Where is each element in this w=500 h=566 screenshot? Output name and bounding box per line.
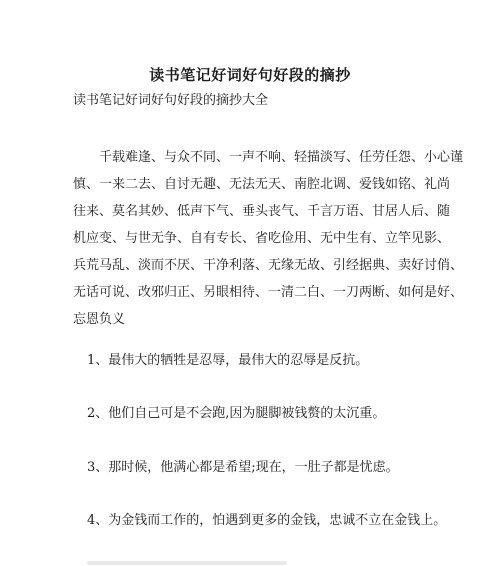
paragraph-line: 兵荒马乱、淡而不厌、干净利落、无缘无故、引经据典、卖好讨俏、 <box>73 258 464 273</box>
paragraph-line: 忘恩负义 <box>73 312 126 327</box>
document-title: 读书笔记好词好句好段的摘抄 <box>149 66 351 84</box>
sentence-item: 2、他们自己可是不会跑,因为腿脚被钱赘的太沉重。 <box>87 406 386 421</box>
paragraph-line: 机应变、与世无争、自有专长、省吃俭用、无中生有、立竿见影、 <box>73 231 451 246</box>
paragraph-line: 无话可说、改邪归正、另眼相待、一清二白、一刀两断、如何是好、 <box>73 285 464 300</box>
paragraph-line: 慎、一来二去、自讨无趣、无法无天、南腔北调、爱钱如铭、礼尚 <box>73 177 451 192</box>
cut-off-line-mark <box>87 561 287 565</box>
cut-off-line <box>87 556 287 566</box>
document-subtitle: 读书笔记好词好句好段的摘抄大全 <box>73 93 269 108</box>
vocabulary-paragraph <box>73 144 464 333</box>
paragraph-line: 千载难逢、与众不同、一声不响、轻描淡写、任劳任怨、小心谨 <box>99 150 464 165</box>
sentence-item: 3、那时候，他满心都是希望;现在，一肚子都是忧虑。 <box>87 460 399 475</box>
paragraph-line: 往来、莫名其妙、低声下气、垂头丧气、千言万语、甘居人后、随 <box>73 204 451 219</box>
sentence-item: 1、最伟大的牺牲是忍辱，最伟大的忍辱是反抗。 <box>87 353 369 368</box>
sentence-item: 4、为金钱而工作的，怕遇到更多的金钱，忠诚不立在金钱上。 <box>87 513 447 528</box>
